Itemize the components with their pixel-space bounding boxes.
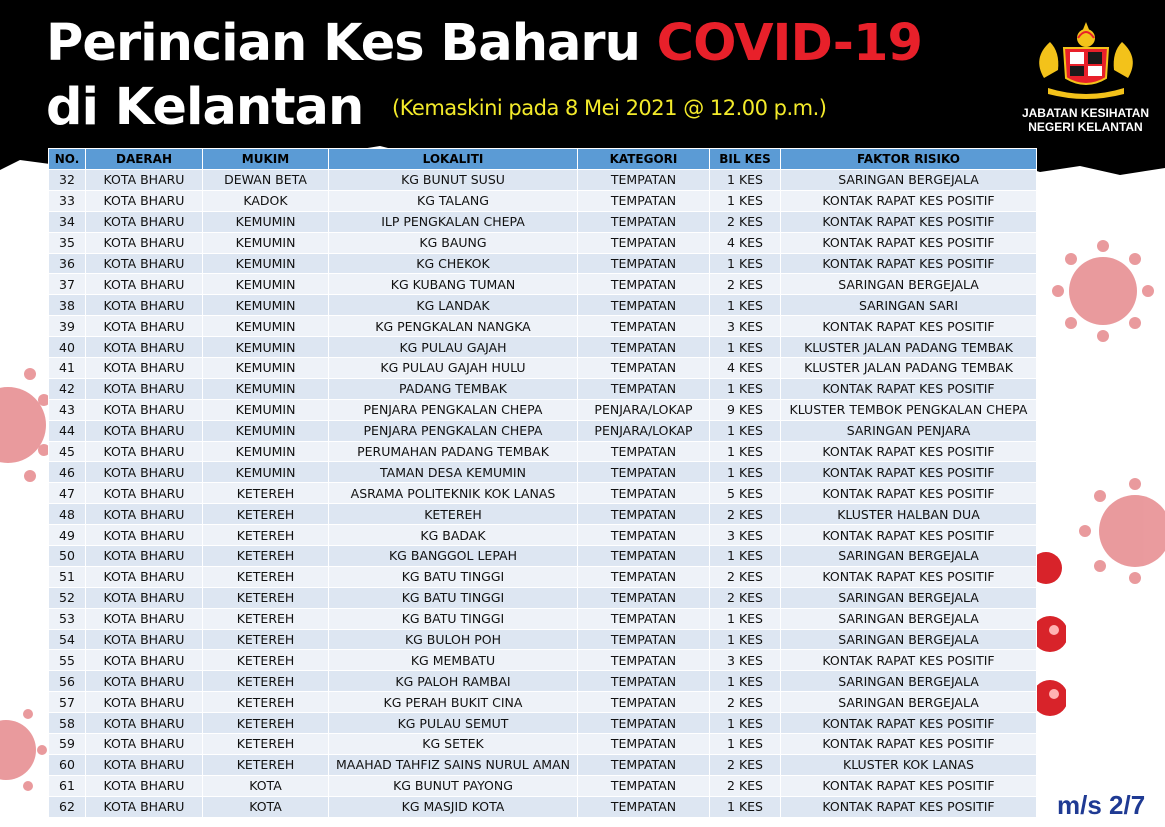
table-row [49,650,1037,671]
cell-kategori: TEMPATAN [578,566,710,587]
virus-decoration-icon [1048,232,1158,350]
cell-kategori: TEMPATAN [578,587,710,608]
cell-lokaliti: KG KUBANG TUMAN [329,274,578,295]
cell-faktor-risiko: KONTAK RAPAT KES POSITIF [781,441,1037,462]
cell-daerah: KOTA BHARU [86,587,203,608]
department-line1: JABATAN KESIHATAN [1021,106,1150,120]
table-row [49,504,1037,525]
virus-decoration-icon [1073,472,1165,590]
cell-kategori: TEMPATAN [578,295,710,316]
cell-daerah: KOTA BHARU [86,650,203,671]
cell-kategori: TEMPATAN [578,253,710,274]
cell-bil-kes: 1 KES [710,170,781,191]
column-header-daerah: DAERAH [86,149,203,170]
cell-bil-kes: 2 KES [710,211,781,232]
table-row [49,358,1037,379]
cell-no: 46 [49,462,86,483]
table-row [49,754,1037,775]
cell-daerah: KOTA BHARU [86,337,203,358]
cell-daerah: KOTA BHARU [86,608,203,629]
table-row [49,525,1037,546]
table-row [49,587,1037,608]
cell-faktor-risiko: SARINGAN BERGEJALA [781,692,1037,713]
cell-daerah: KOTA BHARU [86,796,203,817]
cell-lokaliti: KETEREH [329,504,578,525]
cell-no: 53 [49,608,86,629]
cell-daerah: KOTA BHARU [86,399,203,420]
cell-bil-kes: 4 KES [710,232,781,253]
cell-bil-kes: 5 KES [710,483,781,504]
cell-bil-kes: 1 KES [710,190,781,211]
cell-mukim: KETEREH [203,546,329,567]
cell-no: 61 [49,775,86,796]
cell-bil-kes: 2 KES [710,692,781,713]
cell-mukim: KEMUMIN [203,337,329,358]
cell-faktor-risiko: KLUSTER TEMBOK PENGKALAN CHEPA [781,399,1037,420]
table-row [49,608,1037,629]
cell-mukim: DEWAN BETA [203,170,329,191]
cell-lokaliti: KG BUNUT PAYONG [329,775,578,796]
cell-faktor-risiko: KONTAK RAPAT KES POSITIF [781,462,1037,483]
table-row [49,713,1037,734]
cell-lokaliti: KG LANDAK [329,295,578,316]
cell-daerah: KOTA BHARU [86,420,203,441]
cell-lokaliti: PERUMAHAN PADANG TEMBAK [329,441,578,462]
cell-faktor-risiko: KONTAK RAPAT KES POSITIF [781,190,1037,211]
cell-no: 59 [49,734,86,755]
cell-no: 43 [49,399,86,420]
cell-lokaliti: KG BANGGOL LEPAH [329,546,578,567]
cell-faktor-risiko: KLUSTER JALAN PADANG TEMBAK [781,337,1037,358]
cell-daerah: KOTA BHARU [86,734,203,755]
cell-no: 44 [49,420,86,441]
update-timestamp: (Kemaskini pada 8 Mei 2021 @ 12.00 p.m.) [392,96,827,120]
cell-bil-kes: 1 KES [710,713,781,734]
cell-no: 33 [49,190,86,211]
table-row [49,190,1037,211]
cell-bil-kes: 3 KES [710,650,781,671]
cell-lokaliti: KG PALOH RAMBAI [329,671,578,692]
cell-daerah: KOTA BHARU [86,378,203,399]
cell-bil-kes: 2 KES [710,754,781,775]
cell-no: 38 [49,295,86,316]
cell-mukim: KEMUMIN [203,441,329,462]
cell-no: 58 [49,713,86,734]
table-row [49,441,1037,462]
cell-no: 48 [49,504,86,525]
cell-no: 47 [49,483,86,504]
cell-bil-kes: 2 KES [710,566,781,587]
cell-no: 57 [49,692,86,713]
cell-faktor-risiko: KLUSTER HALBAN DUA [781,504,1037,525]
cell-faktor-risiko: KONTAK RAPAT KES POSITIF [781,253,1037,274]
table-row [49,337,1037,358]
cell-kategori: TEMPATAN [578,274,710,295]
virus-decoration-icon [0,700,48,800]
table-row [49,566,1037,587]
cell-lokaliti: KG PULAU GAJAH [329,337,578,358]
cell-kategori: TEMPATAN [578,316,710,337]
cell-no: 40 [49,337,86,358]
cell-daerah: KOTA BHARU [86,483,203,504]
cell-bil-kes: 1 KES [710,441,781,462]
cell-mukim: KOTA [203,775,329,796]
cell-mukim: KEMUMIN [203,358,329,379]
cell-kategori: TEMPATAN [578,629,710,650]
cell-faktor-risiko: KONTAK RAPAT KES POSITIF [781,566,1037,587]
table-row [49,671,1037,692]
table-row [49,211,1037,232]
cell-bil-kes: 1 KES [710,253,781,274]
cell-faktor-risiko: SARINGAN BERGEJALA [781,671,1037,692]
cell-kategori: PENJARA/LOKAP [578,399,710,420]
cell-daerah: KOTA BHARU [86,232,203,253]
cell-kategori: TEMPATAN [578,378,710,399]
cell-no: 55 [49,650,86,671]
cell-lokaliti: KG MASJID KOTA [329,796,578,817]
cell-no: 62 [49,796,86,817]
column-header-mukim: MUKIM [203,149,329,170]
table-row [49,692,1037,713]
cell-mukim: KEMUMIN [203,274,329,295]
column-header-no: NO. [49,149,86,170]
cell-mukim: KEMUMIN [203,399,329,420]
cell-lokaliti: KG PULAU SEMUT [329,713,578,734]
cell-bil-kes: 3 KES [710,525,781,546]
cell-faktor-risiko: KONTAK RAPAT KES POSITIF [781,796,1037,817]
cell-bil-kes: 1 KES [710,796,781,817]
cell-no: 51 [49,566,86,587]
cell-daerah: KOTA BHARU [86,190,203,211]
cell-lokaliti: KG CHEKOK [329,253,578,274]
cell-faktor-risiko: SARINGAN BERGEJALA [781,608,1037,629]
table-header-row [49,149,1037,170]
cell-daerah: KOTA BHARU [86,671,203,692]
cell-daerah: KOTA BHARU [86,211,203,232]
column-header-bil-kes: BIL KES [710,149,781,170]
column-header-kategori: KATEGORI [578,149,710,170]
page-number: m/s 2/7 [1057,790,1146,820]
cell-daerah: KOTA BHARU [86,170,203,191]
cell-kategori: TEMPATAN [578,190,710,211]
cell-faktor-risiko: KLUSTER KOK LANAS [781,754,1037,775]
cell-no: 36 [49,253,86,274]
cell-faktor-risiko: KONTAK RAPAT KES POSITIF [781,378,1037,399]
cell-daerah: KOTA BHARU [86,462,203,483]
cell-mukim: KEMUMIN [203,316,329,337]
cell-lokaliti: KG BATU TINGGI [329,587,578,608]
cell-kategori: TEMPATAN [578,483,710,504]
cell-faktor-risiko: KONTAK RAPAT KES POSITIF [781,650,1037,671]
cell-kategori: TEMPATAN [578,170,710,191]
cell-lokaliti: KG PULAU GAJAH HULU [329,358,578,379]
cell-bil-kes: 2 KES [710,775,781,796]
cell-mukim: KEMUMIN [203,462,329,483]
cell-lokaliti: MAAHAD TAHFIZ SAINS NURUL AMAN [329,754,578,775]
cell-mukim: KETEREH [203,713,329,734]
cell-mukim: KETEREH [203,692,329,713]
cell-daerah: KOTA BHARU [86,713,203,734]
cell-kategori: TEMPATAN [578,358,710,379]
cell-faktor-risiko: KONTAK RAPAT KES POSITIF [781,734,1037,755]
cell-daerah: KOTA BHARU [86,358,203,379]
cell-lokaliti: KG BATU TINGGI [329,608,578,629]
cell-faktor-risiko: KONTAK RAPAT KES POSITIF [781,483,1037,504]
cell-kategori: PENJARA/LOKAP [578,420,710,441]
cell-kategori: TEMPATAN [578,211,710,232]
cell-bil-kes: 1 KES [710,671,781,692]
cell-faktor-risiko: KLUSTER JALAN PADANG TEMBAK [781,358,1037,379]
cell-lokaliti: KG PERAH BUKIT CINA [329,692,578,713]
cell-daerah: KOTA BHARU [86,775,203,796]
cell-lokaliti: KG BUNUT SUSU [329,170,578,191]
cell-mukim: KETEREH [203,504,329,525]
cell-lokaliti: ILP PENGKALAN CHEPA [329,211,578,232]
cell-faktor-risiko: KONTAK RAPAT KES POSITIF [781,775,1037,796]
cell-faktor-risiko: KONTAK RAPAT KES POSITIF [781,525,1037,546]
cell-kategori: TEMPATAN [578,734,710,755]
cell-daerah: KOTA BHARU [86,629,203,650]
cell-bil-kes: 3 KES [710,316,781,337]
cell-kategori: TEMPATAN [578,441,710,462]
table-row [49,378,1037,399]
cell-bil-kes: 1 KES [710,337,781,358]
cell-mukim: KEMUMIN [203,378,329,399]
cell-no: 35 [49,232,86,253]
cell-kategori: TEMPATAN [578,232,710,253]
table-row [49,253,1037,274]
department-name [1008,106,1163,134]
cell-lokaliti: KG PENGKALAN NANGKA [329,316,578,337]
table-row [49,420,1037,441]
cell-no: 45 [49,441,86,462]
cell-mukim: KETEREH [203,587,329,608]
table-row [49,775,1037,796]
cell-daerah: KOTA BHARU [86,525,203,546]
cell-kategori: TEMPATAN [578,504,710,525]
cell-faktor-risiko: KONTAK RAPAT KES POSITIF [781,713,1037,734]
cell-daerah: KOTA BHARU [86,274,203,295]
cell-mukim: KETEREH [203,525,329,546]
cell-lokaliti: KG MEMBATU [329,650,578,671]
cell-kategori: TEMPATAN [578,775,710,796]
covid-cases-table [48,148,1037,818]
table-row [49,629,1037,650]
cell-daerah: KOTA BHARU [86,692,203,713]
cell-lokaliti: ASRAMA POLITEKNIK KOK LANAS [329,483,578,504]
cell-lokaliti: KG SETEK [329,734,578,755]
cell-daerah: KOTA BHARU [86,504,203,525]
cell-daerah: KOTA BHARU [86,441,203,462]
cell-bil-kes: 1 KES [710,546,781,567]
cell-no: 41 [49,358,86,379]
cell-lokaliti: PENJARA PENGKALAN CHEPA [329,420,578,441]
cell-mukim: KEMUMIN [203,295,329,316]
cell-faktor-risiko: SARINGAN PENJARA [781,420,1037,441]
cell-lokaliti: KG BULOH POH [329,629,578,650]
cell-kategori: TEMPATAN [578,546,710,567]
cell-bil-kes: 1 KES [710,734,781,755]
cell-no: 49 [49,525,86,546]
cell-kategori: TEMPATAN [578,608,710,629]
cell-faktor-risiko: KONTAK RAPAT KES POSITIF [781,211,1037,232]
cell-faktor-risiko: SARINGAN BERGEJALA [781,587,1037,608]
cell-daerah: KOTA BHARU [86,316,203,337]
cell-lokaliti: KG BATU TINGGI [329,566,578,587]
cell-daerah: KOTA BHARU [86,566,203,587]
cell-bil-kes: 1 KES [710,608,781,629]
cell-kategori: TEMPATAN [578,525,710,546]
cell-bil-kes: 9 KES [710,399,781,420]
cell-daerah: KOTA BHARU [86,253,203,274]
cell-bil-kes: 1 KES [710,378,781,399]
cell-mukim: KADOK [203,190,329,211]
cell-kategori: TEMPATAN [578,796,710,817]
cell-bil-kes: 2 KES [710,587,781,608]
cell-mukim: KETEREH [203,734,329,755]
page-title [46,14,922,73]
table-row [49,295,1037,316]
cell-lokaliti: PENJARA PENGKALAN CHEPA [329,399,578,420]
cell-no: 37 [49,274,86,295]
cell-no: 56 [49,671,86,692]
column-header-faktor-risiko: FAKTOR RISIKO [781,149,1037,170]
cell-mukim: KEMUMIN [203,211,329,232]
table-row [49,316,1037,337]
table-row [49,546,1037,567]
cell-faktor-risiko: SARINGAN SARI [781,295,1037,316]
table-row [49,796,1037,817]
title-highlight: COVID-19 [656,14,922,73]
virus-decoration-icon [0,360,48,490]
cell-bil-kes: 1 KES [710,629,781,650]
page-title-line2: di Kelantan [46,78,364,137]
cell-kategori: TEMPATAN [578,337,710,358]
title-part1: Perincian Kes Baharu [46,14,657,73]
cell-mukim: KETEREH [203,671,329,692]
cell-mukim: KEMUMIN [203,232,329,253]
cell-daerah: KOTA BHARU [86,754,203,775]
cell-kategori: TEMPATAN [578,462,710,483]
table-row [49,483,1037,504]
cell-faktor-risiko: KONTAK RAPAT KES POSITIF [781,316,1037,337]
cell-faktor-risiko: KONTAK RAPAT KES POSITIF [781,232,1037,253]
cell-lokaliti: KG TALANG [329,190,578,211]
cell-lokaliti: KG BADAK [329,525,578,546]
table-row [49,734,1037,755]
cell-bil-kes: 4 KES [710,358,781,379]
cell-lokaliti: TAMAN DESA KEMUMIN [329,462,578,483]
cell-kategori: TEMPATAN [578,650,710,671]
cell-kategori: TEMPATAN [578,713,710,734]
cell-bil-kes: 1 KES [710,295,781,316]
cell-kategori: TEMPATAN [578,671,710,692]
cell-no: 32 [49,170,86,191]
cell-bil-kes: 2 KES [710,504,781,525]
table-row [49,399,1037,420]
cell-lokaliti: KG BAUNG [329,232,578,253]
cell-kategori: TEMPATAN [578,692,710,713]
cell-no: 42 [49,378,86,399]
cell-no: 34 [49,211,86,232]
column-header-lokaliti: LOKALITI [329,149,578,170]
cell-faktor-risiko: SARINGAN BERGEJALA [781,170,1037,191]
cell-bil-kes: 1 KES [710,420,781,441]
cell-no: 54 [49,629,86,650]
cell-no: 52 [49,587,86,608]
table-row [49,274,1037,295]
cell-bil-kes: 1 KES [710,462,781,483]
cell-mukim: KETEREH [203,608,329,629]
cell-mukim: KETEREH [203,629,329,650]
cell-mukim: KEMUMIN [203,253,329,274]
table-row [49,170,1037,191]
coat-of-arms-logo [1030,18,1142,100]
table-body [49,170,1037,818]
cell-mukim: KETEREH [203,754,329,775]
cell-bil-kes: 2 KES [710,274,781,295]
cell-mukim: KETEREH [203,483,329,504]
cell-no: 39 [49,316,86,337]
cell-no: 60 [49,754,86,775]
cell-faktor-risiko: SARINGAN BERGEJALA [781,546,1037,567]
cell-mukim: KEMUMIN [203,420,329,441]
table-row [49,232,1037,253]
cell-faktor-risiko: SARINGAN BERGEJALA [781,274,1037,295]
cell-mukim: KOTA [203,796,329,817]
cell-no: 50 [49,546,86,567]
department-line2: NEGERI KELANTAN [1028,120,1143,134]
cell-mukim: KETEREH [203,566,329,587]
cell-lokaliti: PADANG TEMBAK [329,378,578,399]
cell-kategori: TEMPATAN [578,754,710,775]
cell-daerah: KOTA BHARU [86,295,203,316]
cell-mukim: KETEREH [203,650,329,671]
cell-daerah: KOTA BHARU [86,546,203,567]
table-row [49,462,1037,483]
red-sphere-decoration [1036,548,1066,728]
cell-faktor-risiko: SARINGAN BERGEJALA [781,629,1037,650]
